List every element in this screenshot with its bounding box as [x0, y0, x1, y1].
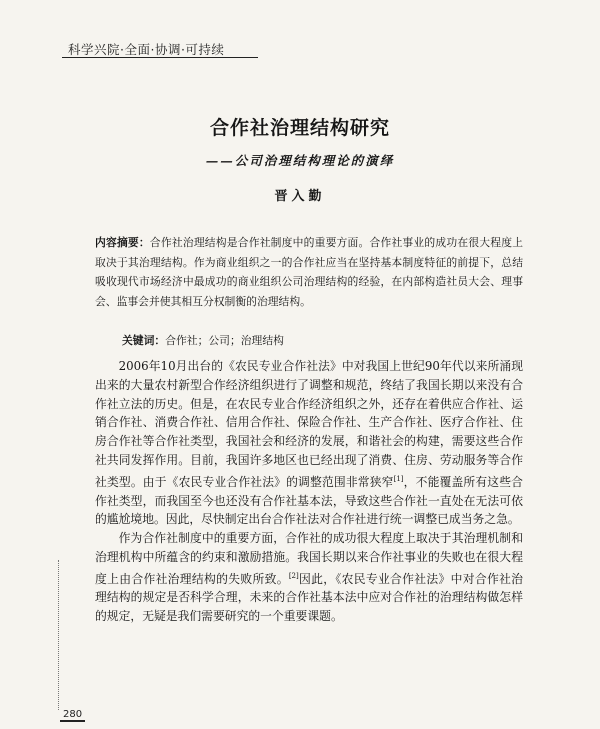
paragraph-text: 2006年10月出台的《农民专业合作社法》中对我国上世纪90年代以来所涌现出来的大量农村新型合作经济组织进行了调整和规范，终结了我国长期以来没有合作社立法的历史。但是，在农民专业合作经济组织之外，还存在着供应合作社、运销合作社、消费合作社、信用合作社、保险合作社、生产合作社、医疗合作社、住房合作社等合作社类型，我国社会和经济的发展，和谐社会的构建，需要这些合作社共同发挥作用。目前，我国许多地区也已经出现了消费、住房、劳动服务等合作社类型。由于《农民专业合作社法》的调整范围非常狭窄 [95, 359, 523, 489]
abstract-label: 内容摘要： [95, 236, 150, 249]
abstract [95, 233, 523, 311]
margin-dotted-line [58, 560, 60, 710]
citation-ref: [2] [288, 571, 299, 580]
paragraph-text: 因此，《农民专业合作社法》中对合作社治理结构的规定是否科学合理，未来的合作社基本法中应对合作社的治理结构做怎样的规定，无疑是我们需要研究的一个重要课题。 [95, 571, 523, 624]
journal-motto: 科学兴院·全面·协调·可持续 [68, 42, 225, 57]
abstract-text: 合作社治理结构是合作社制度中的重要方面。合作社事业的成功在很大程度上取决于其治理结构。作为商业组织之一的合作社应当在坚持基本制度特征的前提下，总结吸收现代市场经济中最成功的商业组织公司治理结构的经验，在内部构造社员大会、理事会、监事会并使其相互分权制衡的治理结构。 [95, 236, 524, 308]
header-divider [62, 57, 258, 58]
page-number: 280 [60, 709, 85, 722]
body-paragraph [95, 357, 523, 529]
body-paragraph [95, 529, 523, 626]
citation-ref: [1] [393, 474, 404, 483]
keywords-label: 关键词： [122, 334, 166, 347]
paragraph-text: ，不能覆盖所有这些合作社类型，而我国至今也还没有合作社基本法，导致这些合作社一直处在无法可依的尴尬境地。因此，尽快制定出台合作社法对合作社进行统一调整已成当务之急。 [95, 474, 523, 527]
article-body [95, 357, 523, 626]
article-title: 合作社治理结构研究 [209, 117, 390, 139]
author-name: 晋入勤 [274, 189, 326, 204]
keywords-text: 合作社；公司；治理结构 [165, 334, 284, 347]
keywords [122, 333, 284, 348]
article-subtitle: ——公司治理结构理论的演绎 [205, 153, 395, 168]
paragraph-text: 作为合作社制度中的重要方面，合作社的成功很大程度上取决于其治理机制和治理机构中所蕴含的约束和激励措施。我国长期以来合作社事业的失败也在很大程度上由合作社治理结构的失败所致。 [95, 531, 523, 586]
